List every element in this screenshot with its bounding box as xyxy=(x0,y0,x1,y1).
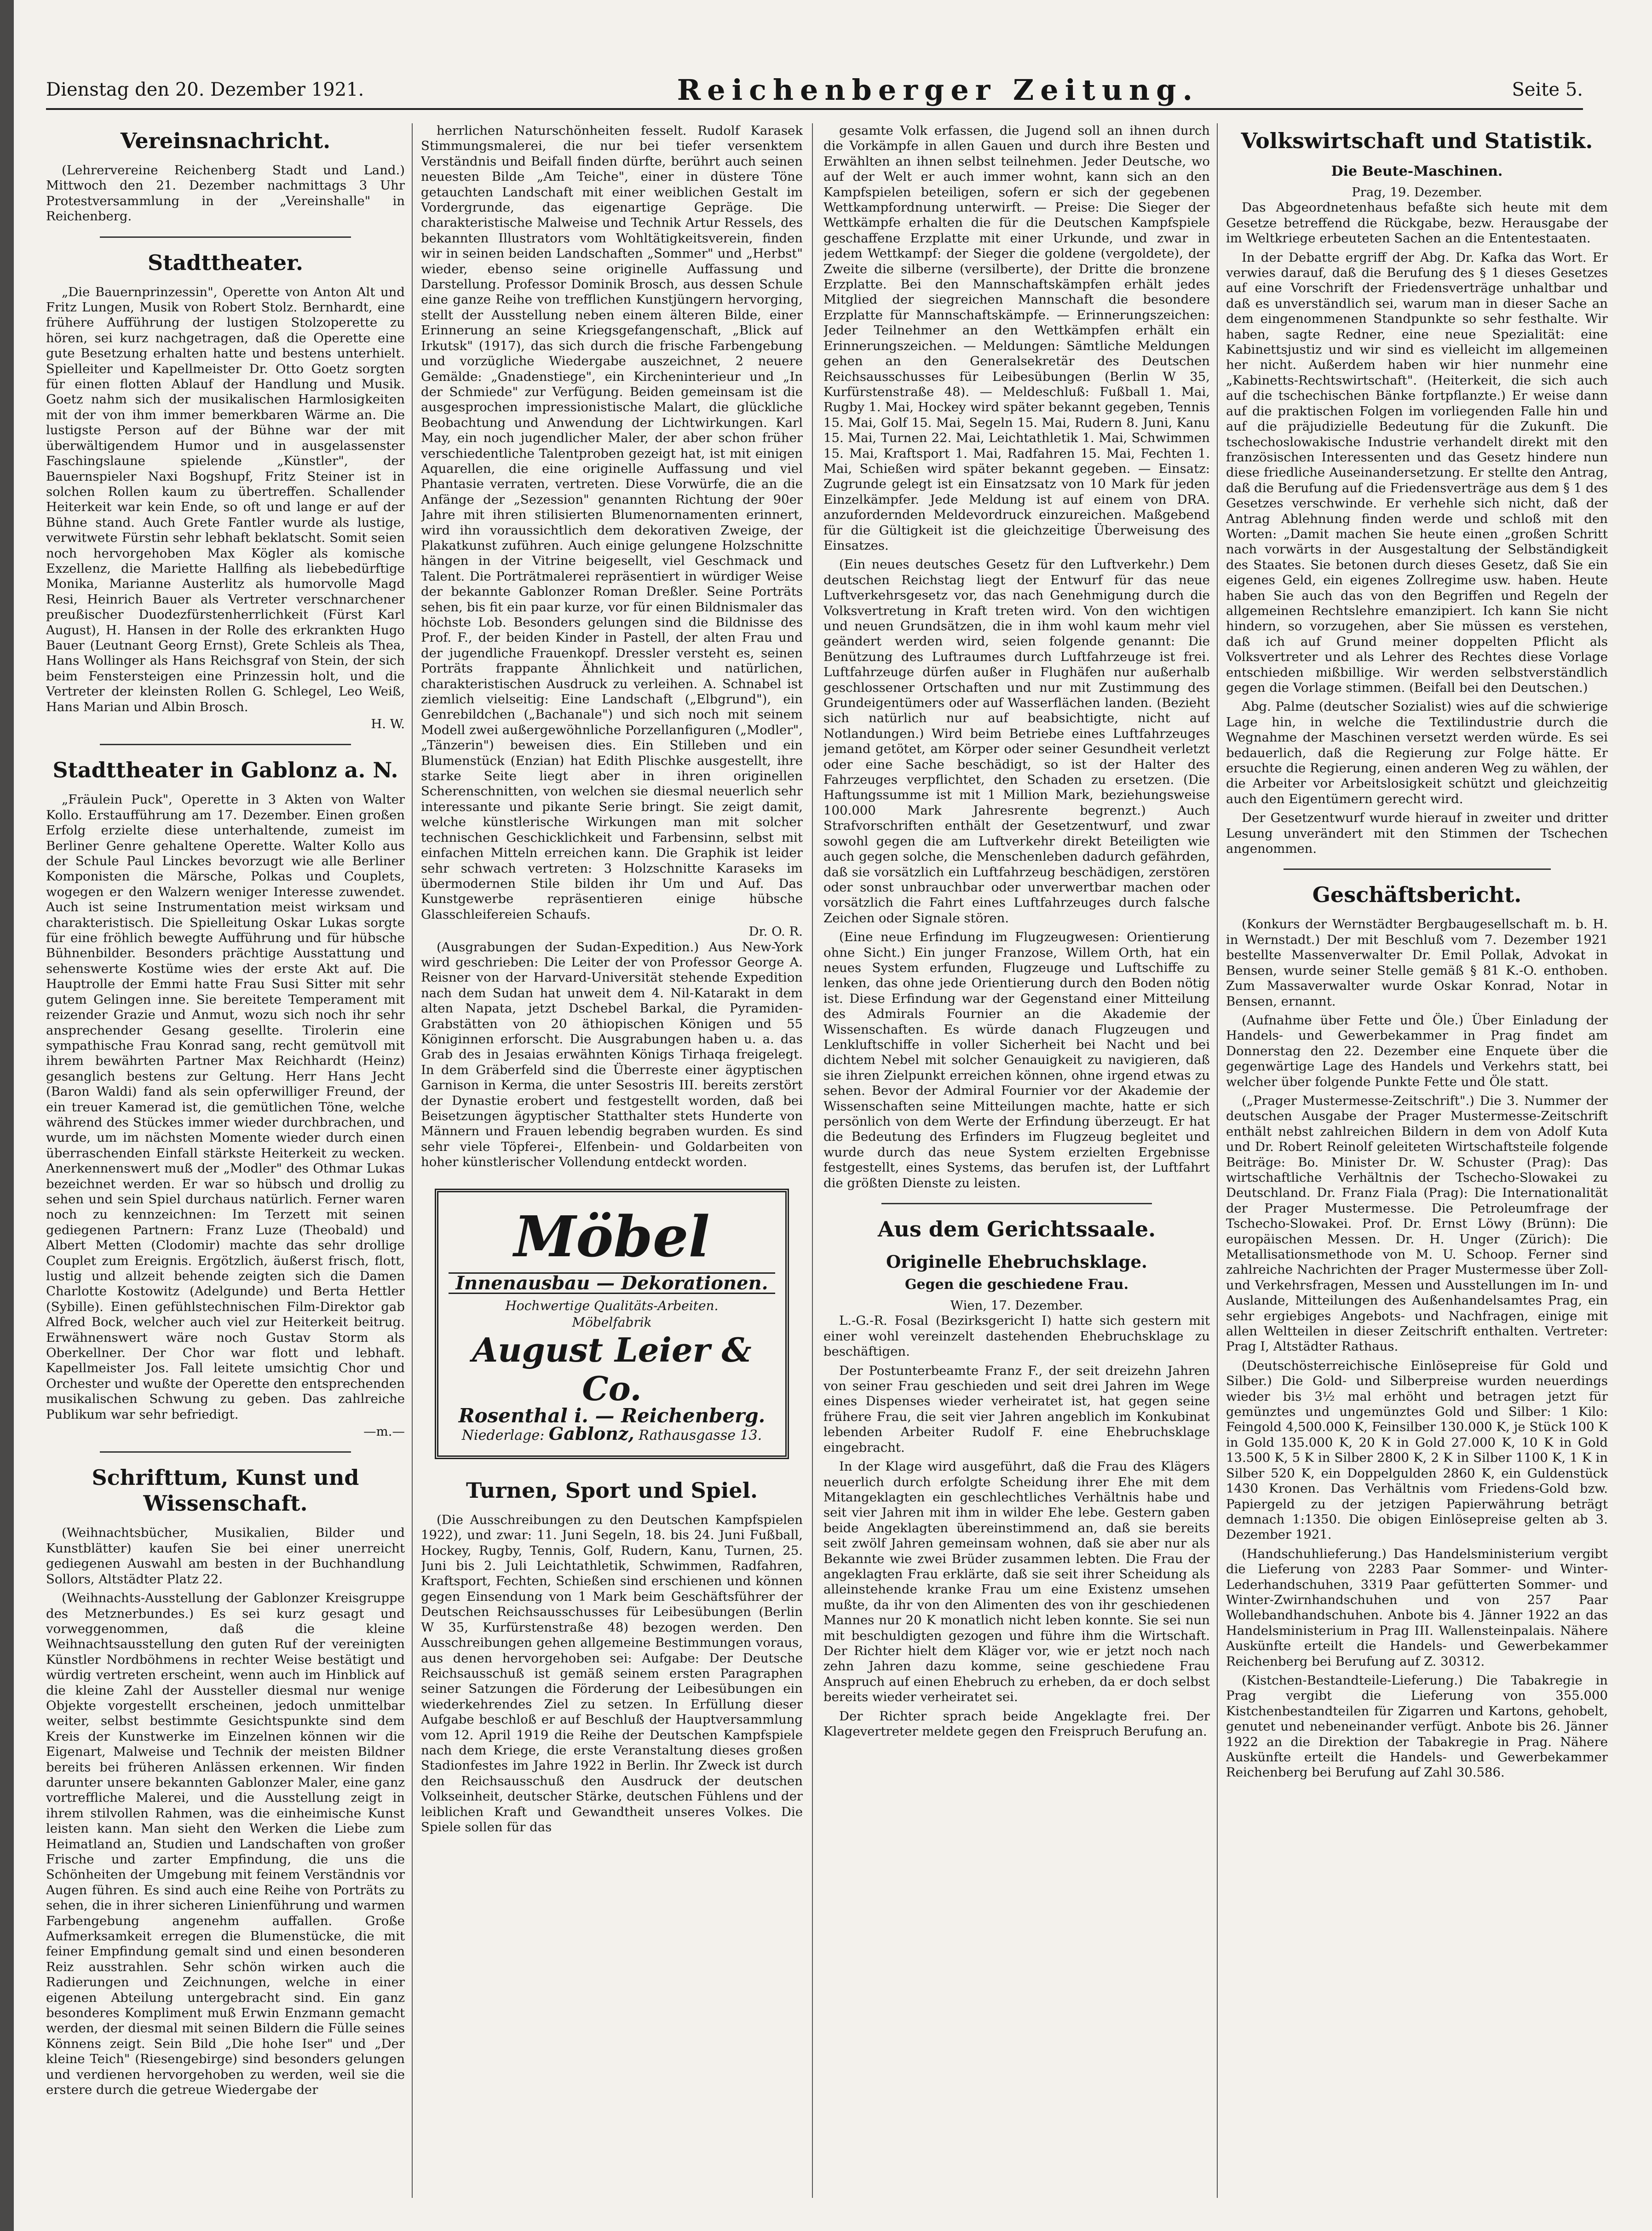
article-text: In der Debatte ergriff der Abg. Dr. Kafka das Wort. Er verwies darauf, daß die Berufung des § 1 dieses Gesetzes auf eine Vorschrift der Friedensverträge unhaltbar und daß es unverständlich sei, warum man in dieser Sache an dem eingenommenen Standpunkte so sehr festhalte. Wir haben, sagte Redner, eine neue Spezialität: eine Kabinettsjustiz und wir sind es vielleicht im allgemeinen her nicht. Außerdem haben wir hier nunmehr eine „Kabinetts-Rechtswirtschaft". (Heiterkeit, die sich auch auf die tschechischen Bänke fortpflanzte.) Er weise dann auf die praktischen Folgen im vorliegenden Falle hin und auf die präjudizielle Bedeutung für die Zukunft. Die tschechoslowakische Industrie verhandelt direkt mit den französischen Interessenten und das Gesetz hindere nun diese friedliche Auseinandersetzung. Er stellte den Antrag, daß die Berufung auf die Friedensverträge aus dem § 1 des Gesetzes verschwinde. Er verhehle sich nicht, daß der Antrag Ablehnung finden werde und schloß mit den Worten: „Damit machen Sie heute einen „großen Schritt nach vorwärts in der Ausgestaltung der Selbständigkeit des Staates. Sie betonen durch dieses Gesetz, daß Sie ein eigenes Geld, ein eigenes Zollregime usw. haben. Heute haben Sie auch das von den Begriffen und Regeln der allgemeinen Rechtslehre emanzipiert. Ich kann Sie nicht hindern, so vorzugehen, aber Sie müssen es verstehen, daß ich auf Grund meiner doppelten Pflicht als Volksvertreter und als Lehrer des Rechtes diese Vorlage entschieden mißbillige. Wir werden selbstverständlich gegen die Vorlage stimmen. (Beifall bei den Deutschen.) xyxy=(1226,250,1608,695)
section-heading: Geschäftsbericht. xyxy=(1312,882,1522,908)
ad-branch-street: Rathausgasse 13. xyxy=(639,1427,762,1444)
dateline: Prag, 19. Dezember. xyxy=(1352,185,1482,200)
author-signature: Dr. O. R. xyxy=(748,924,803,939)
section-heading: Turnen, Sport und Spiel. xyxy=(466,1478,758,1503)
article-text: (Die Ausschreibungen zu den Deutschen Kampfspielen 1922), und zwar: 11. Juni Segeln, 18. bis 24. Juni Fußball, Hockey, Rugby, Tennis, Golf, Rudern, Kanu, Turnen, 25. Juni bis 2. Juli Leichtathletik, Schwimmen, Radfahren, Kraftsport, Fechten, Schießen sind erschienen und können gegen Einsendung von 1 Mark beim Geschäftsführer der Deutschen Reichsausschusses für Leibesübungen (Berlin W 35, Kurfürstenstraße 48) bezogen werden. Den Ausschreibungen gehen allgemeine Bestimmungen voraus, aus denen hervorgehoben sei: Aufgabe: Der Deutsche Reichsausschuß ist gemäß seinem ersten Paragraphen seiner Satzungen die Förderung der Leibesübungen ein wiederkehrendes Ziel zu setzen. In Erfüllung dieser Aufgabe beschloß er auf Beschluß der Hauptversammlung vom 12. April 1919 die Reihe der Deutschen Kampfspiele nach dem Kriege, die erste Veranstaltung dieses großen Stadionfestes im Jahre 1922 in Berlin. Ihr Zweck ist durch den Reichsausschuß den Ausdruck der deutschen Volkseinheit, deutscher Stärke, deutschen Fühlens und der leiblichen Kraft und Gewandtheit unseres Volkes. Die Spiele sollen für das xyxy=(421,1512,803,1834)
page-number: Seite 5. xyxy=(1512,79,1583,100)
section-heading: Stadttheater in Gablonz a. N. xyxy=(52,758,398,783)
section-heading: Aus dem Gerichtssaale. xyxy=(877,1217,1156,1242)
article-text: (Kistchen-Bestandteile-Lieferung.) Die Tabakregie in Prag vergibt die Lieferung von 355.000 Kistchenbestandteilen für Zigarren und Kartons, gehobelt, genutet und nebeneinander verfügt. Anbote bis 26. Jänner 1922 an die Direktion der Tabakregie in Prag. Nähere Auskünfte erteilt die Handels- und Gewerbekammer Reichenberg bei Berufung auf Zahl 30.586. xyxy=(1226,1673,1608,1780)
article-text: (Ein neues deutsches Gesetz für den Luftverkehr.) Dem deutschen Reichstag liegt der Entwurf für das neue Luftverkehrsgesetz vor, das nach Genehmigung durch die Volksvertretung in Kraft treten wird. Von den wichtigen und neuen Grundsätzen, die in ihm wohl kaum mehr viel geändert werden wird, seien folgende genannt: Die Benützung des Luftraumes durch Luftfahrzeuge ist frei. Luftfahrzeuge dürfen außer in Flughäfen nur außerhalb geschlossener Ortschaften und nur mit Zustimmung des Grundeigentümers oder auf Wasserflächen landen. (Bezieht sich natürlich nur auf beabsichtigte, nicht auf Notlandungen.) Wird beim Betriebe eines Luftfahrzeuges jemand getötet, am Körper oder seiner Gesundheit verletzt oder eine Sache beschädigt, so ist der Halter des Fahrzeuges verpflichtet, den Schaden zu ersetzen. (Die Haftungssumme ist mit 1 Million Mark, beziehungsweise 100.000 Mark Jahresrente begrenzt.) Auch Strafvorschriften enthält der Gesetzentwurf, und zwar sowohl gegen die am Luftverkehr direkt Beteiligten wie auch gegen solche, die Menschenleben dadurch gefährden, daß sie vorsätzlich ein Luftfahrzeug beschädigen, zerstören oder sonst unbrauchbar oder unverwertbar machen oder vorsätzlich die Fahrt eines Luftfahrzeuges durch falsche Zeichen oder Signale stören. xyxy=(823,557,1210,926)
ad-branch-city: Gablonz, xyxy=(548,1423,634,1444)
article-text: L.-G.-R. Fosal (Bezirksgericht I) hatte sich gestern mit einer wohl vereinzelt dastehenden Ehebruchsklage zu beschäftigen. xyxy=(823,1313,1210,1359)
author-signature: —m.— xyxy=(363,1424,405,1439)
article-text: (Ausgrabungen der Sudan-Expedition.) Aus New-York wird geschrieben: Die Leiter der von Professor George A. Reisner von der Harvard-Universität stehende Expedition nach dem Sudan hat unweit dem 4. Nil-Katarakt in dem alten Napata, jetzt Dschebel Barkal, die Pyramiden-Grabstätten von 20 äthiopischen Königen und 55 Königinnen erforscht. Die Ausgrabungen haben u. a. das Grab des in Jesaias erwähnten Königs Tirhaqa freigelegt. In dem Gräberfeld sind die Überreste einer ägyptischen Garnison in Kerma, die unter Sesostris III. bereits zerstört der Dynastie erobert und festgestellt worden, daß bei Beisetzungen ägyptischer Statthalter stets Hunderte von Männern und Frauen lebendig begraben wurden. Es sind sehr viele Töpferei-, Elfenbein- und Goldarbeiten von hoher künstlerischer Vollendung entdeckt worden. xyxy=(421,939,803,1170)
column-1 xyxy=(46,123,405,2198)
author-signature: H. W. xyxy=(371,717,405,731)
article-text: gesamte Volk erfassen, die Jugend soll an ihnen durch die Vorkämpfe in allen Gauen und durch ihre Besten und Erwählten an ihnen selbst teilnehmen. Jeder Deutsche, wo auf der Welt er auch immer wohnt, kann sich an den Kampfspielen beteiligen, sofern er sich der gegebenen Wettkampfordnung unterwirft. — Preise: Die Sieger der Wettkämpfe erhalten die für die Deutschen Kampfspiele geschaffene Erzplatte mit einer Urkunde, und zwar in jedem Wettkampf: der Sieger die goldene (vergoldete), der Zweite die silberne (versilberte), der Dritte die bronzene Erzplatte. Bei den Mannschaftskämpfen erhält jedes Mitglied der siegreichen Mannschaft die besondere Erzplatte für Mannschaftskämpfe. — Erinnerungszeichen: Jeder Teilnehmer an den Wettkämpfen erhält ein Erinnerungszeichen. — Meldungen: Sämtliche Meldungen gehen an den Generalsekretär des Deutschen Reichsausschusses für Leibesübungen (Berlin W 35, Kurfürstenstraße 48). — Meldeschluß: Fußball 1. Mai, Rugby 1. Mai, Hockey wird später bekannt gegeben, Tennis 15. Mai, Golf 15. Mai, Segeln 15. Mai, Rudern 8. Juni, Kanu 15. Mai, Turnen 22. Mai, Leichtathletik 1. Mai, Schwimmen 15. Mai, Kraftsport 1. Mai, Radfahren 15. Mai, Fechten 1. Mai, Schießen wird später bekannt gegeben. — Einsatz: Zugrunde gelegt ist ein Einsatzsatz von 10 Mark für jeden Einzelkämpfer. Jede Meldung ist auf einem von DRA. anzufordernden Meldevordruck einzureichen. Maßgebend für die Gültigkeit ist die gleichzeitige Überweisung des Einsatzes. xyxy=(823,123,1210,553)
separator xyxy=(100,236,351,238)
column-4 xyxy=(1226,123,1608,2198)
column-2 xyxy=(421,123,803,2198)
separator xyxy=(881,1203,1152,1204)
section-heading: Volkswirtschaft und Statistik. xyxy=(1241,128,1593,153)
separator xyxy=(100,744,351,745)
scan-edge-shadow xyxy=(0,0,14,2231)
article-text: („Prager Mustermesse-Zeitschrift".) Die 3. Nummer der deutschen Ausgabe der Prager Mustermesse-Zeitschrift enthält nebst zahlreichen Bildern in dem von Adolf Kuta und Dr. Robert Reinolf geleiteten Wirtschaftsteile folgende Beiträge: Bo. Minister Dr. W. Schuster (Prag): Das wirtschaftliche Verhältnis der Tschecho-Slowakei zu Deutschland. Dr. Franz Fiala (Prag): Die Internationalität der Prager Mustermesse. Die Petroleumfrage der Tschecho-Slowakei. Prof. Dr. Ernst Löwy (Brünn): Die europäischen Messen. Dr. H. Unger (Zürich): Die Metallisationsmethode von M. U. Schoop. Ferner sind zahlreiche Nachrichten der Prager Mustermesse über Zoll- und Verkehrsfragen, Messen und Ausstellungen im In- und Auslande, Mitteilungen des Außenhandelsamtes Prag, ein sehr ergiebiges Angebots- und Nachfragen, einige mit allen Weltteilen in dieser Zeitschrift enthalten. Vertreter: Prag I, Altstädter Rathaus. xyxy=(1226,1093,1608,1354)
article-text: (Aufnahme über Fette und Öle.) Über Einladung der Handels- und Gewerbekammer in Prag findet am Donnerstag den 22. Dezember eine Enquete über die gegenwärtige Lage des Handels und Verkehrs statt, bei welcher über folgende Punkte Fette und Öle statt. xyxy=(1226,1012,1608,1089)
dateline: Wien, 17. Dezember. xyxy=(950,1298,1083,1313)
article-text: Das Abgeordnetenhaus befaßte sich heute mit dem Gesetze betreffend die Rückgabe, bezw. Herausgabe der im Weltkriege erbeuteten Sachen an die Ententestaaten. xyxy=(1226,200,1608,246)
separator xyxy=(100,1451,351,1453)
article-subtitle: Gegen die geschiedene Frau. xyxy=(904,1276,1129,1293)
article-text: Der Richter sprach beide Angeklagte frei. Der Klagevertreter meldete gegen den Freispruch Berufung an. xyxy=(823,1708,1210,1739)
column-rule xyxy=(1217,123,1218,2198)
article-text: (Weihnachts-Ausstellung der Gablonzer Kreisgruppe des Metznerbundes.) Es sei kurz gesagt und vorweggenommen, daß die kleine Weihnachtsausstellung den guten Ruf der vereinigten Künstler Nordböhmens in rechter Weise bestätigt und würdig vertreten erscheint, wenn auch im Hinblick auf die kleine Zahl der Aussteller diesmal nur wenige Objekte vorgestellt erscheinen, jedoch unmittelbar weiter, selbst bestimmte Gesichtspunkte sind dem Kreis der Kunstwerke im Einzelnen können wir die Eigenart, Malweise und Technik der meisten Bildner bereits bei früheren Anlässen erkennen. Wir finden darunter unsere bekannten Gablonzer Maler, eine ganz vortreffliche Malerei, und die Ausstellung zeigt in ihrem stilvollen Rahmen, was die einheimische Kunst leisten kann. Man sieht den Werken die Liebe zum Heimatland an, Studien und Landschaften von großer Frische und zarter Empfindung, die uns die Schönheiten der Umgebung mit feinem Verständnis vor Augen führen. Es sind auch eine Reihe von Porträts zu sehen, die in ihrer sicheren Linienführung und warmen Farbengebung angenehm auffallen. Große Aufmerksamkeit erregen die Blumenstücke, die mit feiner Empfindung gemalt sind und einen besonderen Reiz ausstrahlen. Sehr schön wirken auch die Radierungen und Zeichnungen, welche in einer eigenen Abteilung untergebracht sind. Ein ganz besonderes Kompliment muß Erwin Enzmann gemacht werden, der diesmal mit seinen Bildern die Fülle seines Könnens zeigt. Sein Bild „Die hohe Iser" und „Der kleine Teich" (Riesengebirge) sind besonders gelungen und verdienen hervorgehoben zu werden, weil sie die erstere durch die getreue Wiedergabe der xyxy=(46,1591,405,2098)
issue-date: Dienstag den 20. Dezember 1921. xyxy=(46,79,364,100)
ad-subline: Hochwertige Qualitäts-Arbeiten. xyxy=(505,1298,719,1314)
article-text: „Fräulein Puck", Operette in 3 Akten von Walter Kollo. Erstaufführung am 17. Dezember. Einen großen Erfolg erzielte diese unterhaltende, zumeist im Berliner Genre gehaltene Operette. Walter Kollo aus der Schule Paul Linckes bevorzugt wie alle Berliner Komponisten die Märsche, Polkas und Couplets, wogegen er den Walzern weniger Interesse zuwendet. Auch ist seine Instrumentation meist wirksam und charakteristisch. Die Spielleitung Oskar Lukas sorgte für eine fröhlich bewegte Aufführung und für hübsche Bühnenbilder. Besonders prächtige Ausstattung und sehenswerte Kostüme wies der erste Akt auf. Die Hauptrolle der Emmi hatte Frau Susi Sitter mit sehr gutem Gelingen inne. Sie bereitete Temperament mit reizender Grazie und Anmut, wozu sich noch ihr sehr ansprechender Gesang gesellte. Tirolerin eine sympathische Frau Konrad sang, recht gemütvoll mit ihrem bewährten Partner Max Reichhardt (Heinz) gesanglich bestens zur Geltung. Herr Hans Jecht (Baron Waldi) fand als sein opferwilliger Freund, der ein treuer Kamerad ist, die gemütlichen Töne, welche während des Stückes immer wieder durchbrachen, und wurde, um im nächsten Momente wieder durch einen überraschenden Einfall stärkste Heiterkeit zu wecken. Anerkennenswert muß der „Modler" des Othmar Lukas bezeichnet werden. Er war so hübsch und drollig zu sehen und sein Spiel durchaus natürlich. Ferner waren noch zu kennzeichnen: Im Terzett mit seinen gediegenen Partnern: Franz Luze (Theobald) und Albert Metten (Clodomir) machte das sehr drollige Couplet zum Ereignis. Ergötzlich, äußerst frisch, flott, lustig und allzeit behende zeigten sich die Damen Charlotte Kostowitz (Adelgunde) und Berta Hettler (Sybille). Einen gefühlstechnischen Film-Direktor gab Alfred Bock, welcher auch viel zur Heiterkeit beitrug. Erwähnenswert wäre noch Gustav Storm als Oberkellner. Der Chor war flott und lebhaft. Kapellmeister Jos. Fall leitete umsichtig Chor und Orchester und wußte der Operette den entsprechenden musikalischen Schwung zu geben. Das zahlreiche Publikum war sehr befriedigt. xyxy=(46,792,405,1422)
ad-branch-label: Niederlage: xyxy=(461,1427,545,1444)
article-text: (Lehrervereine Reichenberg Stadt und Land.) Mittwoch den 21. Dezember nachmittags 3 Uhr Protestversammlung in der „Vereinshalle" in Reichenberg. xyxy=(46,163,405,224)
section-heading: Schrifttum, Kunst und Wissenschaft. xyxy=(92,1465,359,1516)
ad-branch xyxy=(449,1423,775,1444)
furniture-advertisement xyxy=(435,1189,789,1459)
masthead xyxy=(46,71,1583,110)
ad-title: Möbel xyxy=(514,1203,710,1270)
section-heading: Stadttheater. xyxy=(148,250,303,275)
article-text: „Die Bauernprinzessin", Operette von Anton Alt und Fritz Lungen, Musik von Robert Stolz. Bernhardt, eine frühere Aufführung der lustigen Stolzoperette zu hören, sei kurz nachgetragen, daß die Operette eine gute Besetzung erhalten hatte und bestens unterhielt. Spielleiter und Kapellmeister Dr. Otto Goetz sorgten für einen flotten Ablauf der Handlung und Musik. Goetz nahm sich der musikalischen Harmlosigkeiten mit der von ihm immer bemerkbaren Wärme an. Die lustigste Person auf der Bühne war der mit überwältigendem Humor und in ausgelassenster Faschingslaune spielende „Künstler", der Bauernspieler Naxi Bogshupf, Fritz Steiner ist in solchen Rollen kaum zu übertreffen. Schallender Heiterkeit war kein Ende, so oft und lange er auf der Bühne stand. Auch Grete Fantler wurde als lustige, verwitwete Fürstin sehr lebhaft beklatscht. Somit seien noch hervorgehoben Max Kögler als komische Exzellenz, die Mariette Hallfing als liebebedürftige Monika, Marianne Austerlitz als humorvolle Magd Resi, Heinrich Bauer als Vertreter verschnarchener preußischer Duodezfürstenherrlichkeit (Fürst Karl August), H. Hansen in der Rolle des erkrankten Hugo Bauer (Leutnant Georg Ernst), Grete Schleis als Thea, Hans Wollinger als Hans Reichsgraf von Stein, der sich beim Fenstersteigen eine Prinzessin holt, und die Vertreter der kleinsten Rollen G. Schlegel, Leo Weiß, Hans Marian und Albin Brosch. xyxy=(46,284,405,714)
article-text: Der Postunterbeamte Franz F., der seit dreizehn Jahren von seiner Frau geschieden und seit drei Jahren im Wege eines Dispenses wieder verheiratet ist, hat gegen seine frühere Frau, die seit vier Jahren angeblich im Konkubinat lebenden Arbeiter Rudolf F. eine Ehebruchsklage eingebracht. xyxy=(823,1363,1210,1455)
article-title: Originelle Ehebruchsklage. xyxy=(886,1252,1147,1272)
article-title: Die Beute-Maschinen. xyxy=(1331,163,1503,179)
column-rule xyxy=(812,123,813,2198)
article-text: In der Klage wird ausgeführt, daß die Frau des Klägers neuerlich durch erfolgte Scheidung ihrer Ehe mit dem Mitangeklagten ein geschlechtliches Verhältnis habe und seit vier Jahren mit ihm in wilder Ehe lebe. Gestern gaben beide Angeklagten übereinstimmend an, daß sie bereits seit zwölf Jahren gemeinsam wohnen, daß sie aber nur als Bekannte wie zwei Brüder zusammen lebten. Die Frau der angeklagten Frau erklärte, daß sie seit ihrer Scheidung als alleinstehende kranke Frau um eine Existenz umsehen mußte, da ihr von den Alimenten des von ihr geschiedenen Mannes nur 20 K monatlich nicht leben konnte. Sie sei nun mit beschuldigten gezogen und führe ihm die Wirtschaft. Der Richter hielt dem Kläger vor, wie er jetzt noch nach zehn Jahren dazu komme, seine geschiedene Frau Anspruch auf einen Ehebruch zu erheben, da er doch selbst bereits wieder verheiratet sei. xyxy=(823,1459,1210,1705)
column-3 xyxy=(823,123,1210,2198)
article-text: (Eine neue Erfindung im Flugzeugwesen: Orientierung ohne Sicht.) Ein junger Franzose, Willem Orth, hat ein neues System erfunden, Flugzeuge und Luftschiffe zu lenken, das ohne jede Orientierung durch den Boden nötig ist. Diese Erfindung war der Gegenstand einer Mitteilung des Admirals Fournier an die Akademie der Wissenschaften. Es würde danach Flugzeugen und Lenkluftschiffe in voller Sicherheit bei Nacht und bei dichtem Nebel mit solcher Genauigkeit zu navigieren, daß sie ihren Zielpunkt erreichen können, ohne irgend etwas zu sehen. Bevor der Admiral Fournier vor der Akademie der Wissenschaften seine Mitteilungen machte, hatte er sich persönlich von dem Werte der Erfindung überzeugt. Er hat die Bedeutung des Erfinders im Flugzeug begleitet und wurde durch das neue System erzielten Ergebnisse festgestellt, eines Systems, das berufen ist, der Luftfahrt die größten Dienste zu leisten. xyxy=(823,930,1210,1190)
ad-address: Rosenthal i. — Reichenberg. xyxy=(458,1404,766,1427)
article-text: (Deutschösterreichische Einlösepreise für Gold und Silber.) Die Gold- und Silberpreise wurden neuerdings wieder bis 3½ mal erhöht und betragen jetzt für gemünztes und ungemünztes Gold und Silber: 1 Kilo: Feingold 4,500.000 K, Feinsilber 130.000 K, je Stück 100 K in Gold 135.000 K, 20 K in Gold 27.000 K, 10 K in Gold 13.500 K, 5 K in Silber 2800 K, 2 K in Silber 1100 K, 1 K in Silber 520 K, ein Doppelgulden 2860 K, ein Guldenstück 1430 Kronen. Das Verhältnis vom Friedens-Gold bzw. Papiergeld zu der jetzigen Papierwährung beträgt demnach 1:1350. Die obigen Einlösepreise gelten ab 3. Dezember 1921. xyxy=(1226,1358,1608,1542)
ad-company: August Leier & Co. xyxy=(472,1330,752,1409)
section-heading: Vereinsnachricht. xyxy=(120,128,331,153)
article-text: Der Gesetzentwurf wurde hierauf in zweiter und dritter Lesung unverändert mit den Stimmen der Tschechen angenommen. xyxy=(1226,811,1608,857)
ad-tagline: Innenausbau — Dekorationen. xyxy=(449,1272,775,1294)
article-text: (Konkurs der Wernstädter Bergbaugesellschaft m. b. H. in Wernstadt.) Der mit Beschluß vom 7. Dezember 1921 bestellte Massenverwalter Dr. Emil Pollak, Advokat in Bensen, wurde seiner Stelle gemäß § 81 K.-O. enthoben. Zum Massaverwalter wurde Oskar Konrad, Notar in Bensen, ernannt. xyxy=(1226,917,1608,1009)
column-rule xyxy=(412,123,413,2198)
newspaper-title: Reichenberger Zeitung. xyxy=(677,73,1199,107)
article-text: Abg. Palme (deutscher Sozialist) wies auf die schwierige Lage hin, in welche die Textilindustrie durch die Wegnahme der Maschinen versetzt werden würde. Es sei bedauerlich, daß die Regierung zur Folge hätte. Er ersuchte die Regierung, einen anderen Weg zu wählen, der die Arbeiter vor Arbeitslosigkeit schützt und gleichzeitig auch den Eigentümern gerecht wird. xyxy=(1226,699,1608,806)
article-text: (Handschuhlieferung.) Das Handelsministerium vergibt die Lieferung von 2283 Paar Sommer- und Winter-Lederhandschuhen, 3319 Paar gefütterten Sommer- und Winter-Zwirnhandschuhen und von 257 Paar Wollebandhandschuhen. Anbote bis 4. Jänner 1922 an das Handelsministerium in Prag III. Wallensteinpalais. Nähere Auskünfte erteilt die Handels- und Gewerbekammer Reichenberg bei Berufung auf Z. 30312. xyxy=(1226,1546,1608,1669)
ad-factory-label: Möbelfabrik xyxy=(572,1315,652,1330)
article-text: (Weihnachtsbücher, Musikalien, Bilder und Kunstblätter) kaufen Sie bei einer unerreicht gediegenen Auswahl am besten in der Buchhandlung Sollors, Altstädter Platz 22. xyxy=(46,1525,405,1587)
separator xyxy=(1284,868,1551,870)
article-text: herrlichen Naturschönheiten fesselt. Rudolf Karasek Stimmungsmalerei, die nur bei tiefer versenktem Verständnis und Beifall finden dürfte, berührt auch seinen neuesten Bilde „Am Teiche", einer in düstere Töne getauchten Landschaft mit einer weiblichen Gestalt im Vordergrunde, das eigenartige Gepräge. Die charakteristische Malweise und Technik Artur Ressels, des bekannten Illustrators vom Wohltätigkeitsverein, finden wir in seinen beiden Landschaften „Sommer" und „Herbst" wieder, ebenso seine originelle Auffassung und Darstellung. Professor Dominik Brosch, aus dessen Schule eine ganze Reihe von trefflichen Kunstjüngern hervorging, stellt der Ausstellung neben einem älteren Bilde, einer Erinnerung an seine Kriegsgefangenschaft, „Blick auf Irkutsk" (1917), das sich durch die frische Farbengebung und vorzügliche Wiedergabe auszeichnet, 2 neuere Gemälde: „Gnadenstiege", ein Kircheninterieur und „In der Schmiede" zur Verfügung. Beiden gemeinsam ist die ausgesprochen impressionistische Malart, die glückliche Beobachtung und Anwendung der Lichtwirkungen. Karl May, ein noch jugendlicher Maler, der aber schon früher verschiedentliche Talentproben gezeigt hat, ist mit einigen Aquarellen, die eine originelle Auffassung und viel Phantasie verraten, vertreten. Diese Vorwürfe, die an die Anfänge der „Sezession" genannten Richtung der 90er Jahre mit ihren stilisierten Blumenornamenten erinnert, wird ihn voraussichtlich dem dekorativen Zweige, der Plakatkunst zuführen. Auch einige gelungene Holzschnitte hängen in der Vitrine beigesellt, viel Geschmack und Talent. Die Porträtmalerei repräsentiert in würdiger Weise der bekannte Gablonzer Roman Dreßler. Seine Porträts sehen, bis fit ein paar kurze, vor für einen Bildnismaler das höchste Lob. Besonders gelungen sind die Bildnisse des Prof. F., der beiden Kinder in Pastell, der alten Frau und der jugendliche Frauenkopf. Dressler versteht es, seinen Porträts frappante Ähnlichkeit und natürlichen, charakteristischen Ausdruck zu verleihen. A. Schnabel ist ziemlich vielseitig: Eine Landschaft („Elbgrund"), ein Genrebildchen („Bachanale") und sich noch mit seinem Modell zwei außergewöhnliche Porzellanfiguren („Modler", „Tänzerin") beweisen dies. Ein Stilleben und ein Blumenstück (Enzian) hat Edith Plischke ausgestellt, ihre starke Seite liegt aber in ihren originellen Scherenschnitten, von welchen sie diesmal neuerlich sehr interessante und pikante Serie bringt. Sie zeigt damit, welche künstlerische Wirkungen man mit solcher technischen Geschicklichkeit und Farbensinn, selbst mit einfachen Mitteln erreichen kann. Die Graphik ist leider sehr schwach vertreten: 3 Holzschnitte Karaseks im übermodernen Stile bilden ihr Um und Auf. Das Kunstgewerbe repräsentieren einige hübsche Glasschleifereien Schaufs. xyxy=(421,123,803,922)
